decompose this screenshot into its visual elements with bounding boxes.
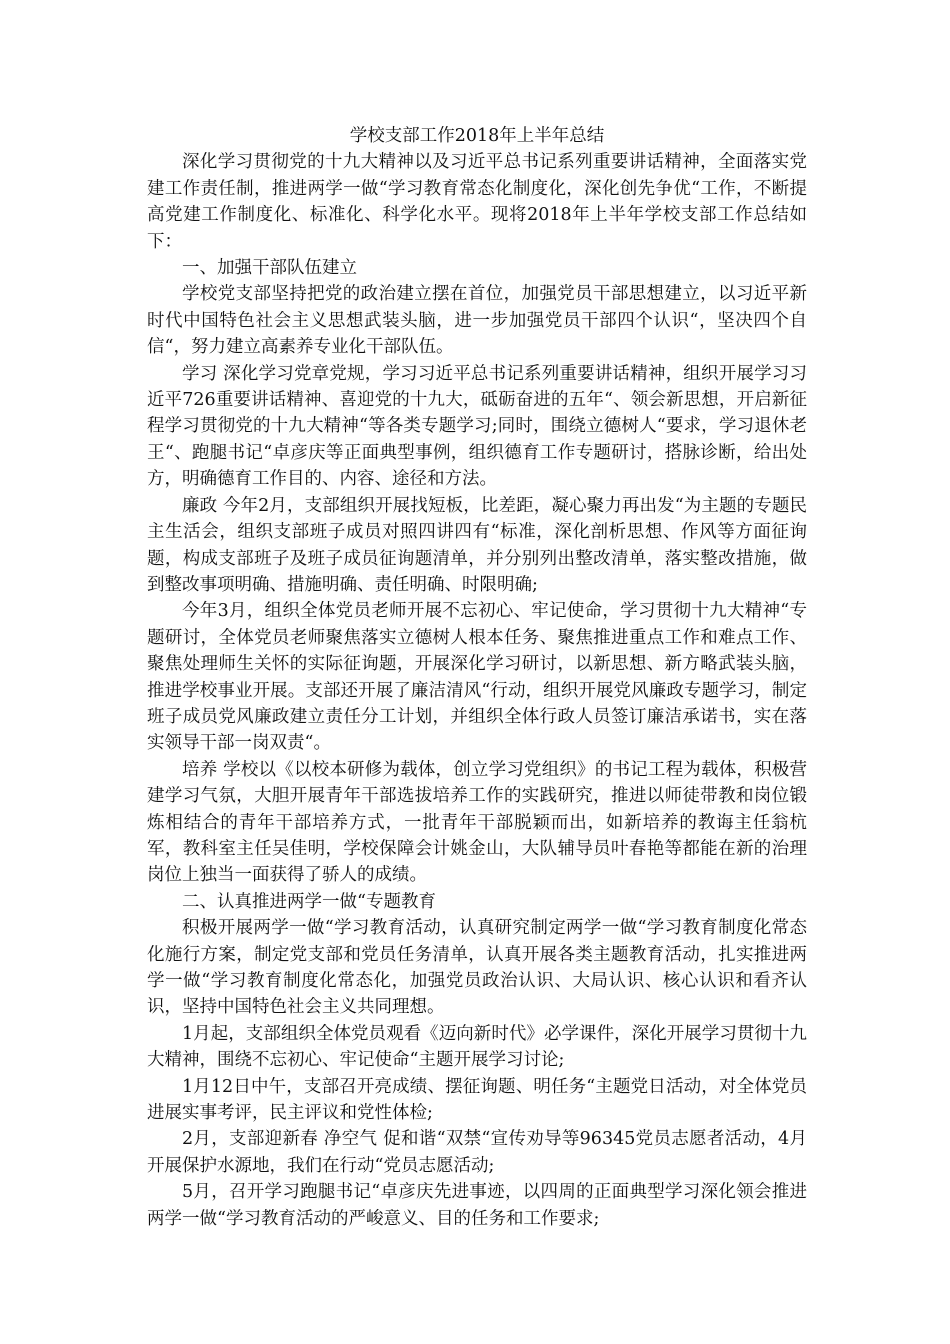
paragraph: 培养 学校以《以校本研修为载体，创立学习党组织》的书记工程为载体，积极营建学习气氛，大胆开展青年干部选拔培养工作的实践研究，推进以师徒带教和岗位锻炼相结合的青年干部培养方式，一批青年干部脱颖而出，如新培养的教诲主任翁杭军，教科室主任吴佳明，学校保障会计姚金山，大队辅导员叶春艳等都能在新的治理岗位上独当一面获得了骄人的成绩。 bbox=[147, 759, 807, 886]
document-title: 学校支部工作2018年上半年总结 bbox=[349, 126, 605, 146]
section-heading-2: 二、认真推进两学一做“专题教育 bbox=[182, 891, 436, 912]
paragraph: 积极开展两学一做“学习教育活动，认真研究制定两学一做“学习教育制度化常态化施行方案，制定党支部和党员任务清单，认真开展各类主题教育活动，扎实推进两学一做“学习教育制度化常态化，加强党员政治认识、大局认识、核心认识和看齐认识，坚持中国特色社会主义共同理想。 bbox=[147, 918, 807, 1018]
section-heading-1: 一、加强干部队伍建立 bbox=[182, 258, 357, 279]
paragraph: 今年3月，组织全体党员老师开展不忘初心、牢记使命，学习贯彻十九大精神“专题研讨，全体党员老师聚焦落实立德树人根本任务、聚焦推进重点工作和难点工作、聚焦处理师生关怀的实际征询题，开展深化学习研讨，以新思想、新方略武装头脑，推进学校事业开展。支部还开展了廉洁清风“行动，组织开展党风廉政专题学习，制定班子成员党风廉政建立责任分工计划，并组织全体行政人员签订廉洁承诺书，实在落实领导干部一岗双责“。 bbox=[147, 601, 807, 754]
paragraph: 学习 深化学习党章党规，学习习近平总书记系列重要讲话精神，组织开展学习习近平726重要讲话精神、喜迎党的十九大，砥砺奋进的五年“、领会新思想，开启新征程学习贯彻党的十九大精神“等各类专题学习;同时，围绕立德树人“要求，学习退休老王“、跑腿书记“卓彦庆等正面典型事例，组织德育工作专题研讨，搭脉诊断，给出处方，明确德育工作目的、内容、途径和方法。 bbox=[147, 363, 807, 490]
paragraph: 1月12日中午，支部召开亮成绩、摆征询题、明任务“主题党日活动，对全体党员进展实事考评，民主评议和党性体检; bbox=[147, 1076, 807, 1124]
paragraph-intro: 深化学习贯彻党的十九大精神以及习近平总书记系列重要讲话精神，全面落实党建工作责任制，推进两学一做“学习教育常态化制度化，深化创先争优“工作，不断提高党建工作制度化、标准化、科学化水平。现将2018年上半年学校支部工作总结如下： bbox=[147, 152, 807, 252]
paragraph: 学校党支部坚持把党的政治建立摆在首位，加强党员干部思想建立，以习近平新时代中国特色社会主义思想武装头脑，进一步加强党员干部四个认识“，坚决四个自信“，努力建立高素养专业化干部队伍。 bbox=[147, 284, 807, 358]
paragraph: 廉政 今年2月，支部组织开展找短板，比差距，凝心聚力再出发“为主题的专题民主生活会，组织支部班子成员对照四讲四有“标准，深化剖析思想、作风等方面征询题，构成支部班子及班子成员征询题清单，并分别列出整改清单，落实整改措施，做到整改事项明确、措施明确、责任明确、时限明确; bbox=[147, 495, 807, 595]
document-body bbox=[147, 123, 807, 1232]
paragraph: 2月，支部迎新春 净空气 促和谐“双禁“宣传劝导等96345党员志愿者活动，4月开展保护水源地，我们在行动“党员志愿活动; bbox=[147, 1129, 807, 1176]
paragraph: 1月起，支部组织全体党员观看《迈向新时代》必学课件，深化开展学习贯彻十九大精神，围绕不忘初心、牢记使命“主题开展学习讨论; bbox=[147, 1023, 807, 1071]
paragraph: 5月，召开学习跑腿书记“卓彦庆先进事迹，以四周的正面典型学习深化领会推进两学一做“学习教育活动的严峻意义、目的任务和工作要求; bbox=[147, 1182, 807, 1229]
